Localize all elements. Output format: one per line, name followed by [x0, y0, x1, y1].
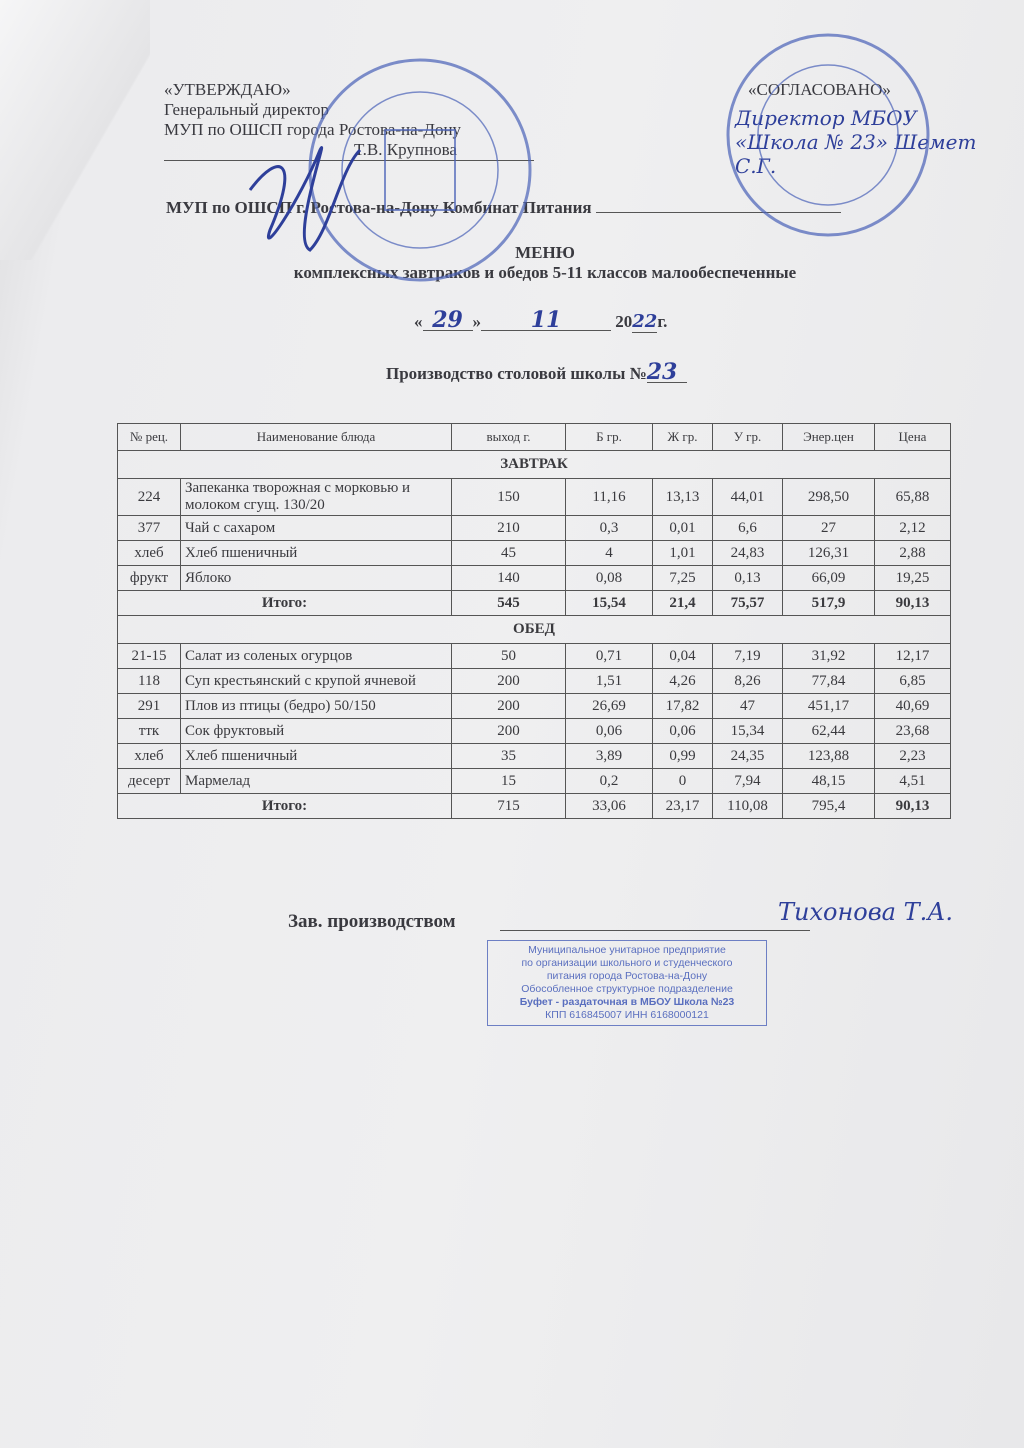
cell: 0,2 — [566, 769, 653, 794]
cell: ттк — [118, 719, 181, 744]
total-label: Итого: — [118, 591, 452, 616]
total-cell: 715 — [452, 794, 566, 819]
column-header: Наименование блюда — [181, 424, 452, 451]
date-line: « 29 » 11 2022г. — [414, 307, 668, 333]
cell: хлеб — [118, 541, 181, 566]
total-cell: 23,17 — [653, 794, 713, 819]
date-month: 11 — [481, 310, 611, 331]
agree-handwritten: Директор МБОУ «Школа № 23» Шемет С.Г. — [735, 106, 977, 178]
cell: 0,99 — [653, 744, 713, 769]
total-label: Итого: — [118, 794, 452, 819]
table-row — [118, 744, 951, 769]
rect-stamp: Муниципальное унитарное предприятие по организации школьного и студенческого питания города Ростова-на-Дону Обособленное структурное подразделение Буфет - раздаточная в МБОУ Школа №23 КПП 616845007 ИНН 6168000121 — [487, 940, 767, 1026]
cell: 11,16 — [566, 479, 653, 516]
org-name: МУП по ОШСП г. Ростова-на-Дону Комбинат Питания — [166, 198, 592, 217]
cell: 19,25 — [875, 566, 951, 591]
cell: 45 — [452, 541, 566, 566]
table-row — [118, 644, 951, 669]
cell: хлеб — [118, 744, 181, 769]
cell: 2,12 — [875, 516, 951, 541]
table-header-row — [118, 424, 951, 451]
cell: 0,06 — [653, 719, 713, 744]
dish-name: Плов из птицы (бедро) 50/150 — [181, 694, 452, 719]
cell: 123,88 — [783, 744, 875, 769]
total-cell: 90,13 — [875, 591, 951, 616]
approve-position: Генеральный директор — [164, 100, 330, 119]
cell: 26,69 — [566, 694, 653, 719]
cell: 0,01 — [653, 516, 713, 541]
cell: 200 — [452, 719, 566, 744]
dish-name: Яблоко — [181, 566, 452, 591]
dish-name: Суп крестьянский с крупой ячневой — [181, 669, 452, 694]
cell: 298,50 — [783, 479, 875, 516]
total-cell: 110,08 — [713, 794, 783, 819]
cell: 0,3 — [566, 516, 653, 541]
dish-name: Запеканка творожная с морковью и молоком сгущ. 130/20 — [181, 479, 452, 516]
column-header: У гр. — [713, 424, 783, 451]
cell: десерт — [118, 769, 181, 794]
column-header: Б гр. — [566, 424, 653, 451]
total-row — [118, 794, 951, 819]
signature-line — [500, 930, 810, 931]
cell: 140 — [452, 566, 566, 591]
cell: 200 — [452, 694, 566, 719]
total-cell: 15,54 — [566, 591, 653, 616]
cell: 8,26 — [713, 669, 783, 694]
cell: 377 — [118, 516, 181, 541]
cell: 7,19 — [713, 644, 783, 669]
total-cell: 33,06 — [566, 794, 653, 819]
dish-name: Салат из соленых огурцов — [181, 644, 452, 669]
column-header: выход г. — [452, 424, 566, 451]
cell: 7,25 — [653, 566, 713, 591]
cell: 0,71 — [566, 644, 653, 669]
cell: 451,17 — [783, 694, 875, 719]
section-title: ОБЕД — [118, 616, 951, 644]
cell: фрукт — [118, 566, 181, 591]
table-row — [118, 669, 951, 694]
cell: 7,94 — [713, 769, 783, 794]
total-cell: 545 — [452, 591, 566, 616]
cell: 0 — [653, 769, 713, 794]
cell: 40,69 — [875, 694, 951, 719]
cell: 24,35 — [713, 744, 783, 769]
cell: 27 — [783, 516, 875, 541]
cell: 17,82 — [653, 694, 713, 719]
section-row-breakfast — [118, 451, 951, 479]
cell: 12,17 — [875, 644, 951, 669]
school-line: Производство столовой школы №23 — [386, 362, 687, 384]
seals-layer — [0, 0, 1024, 320]
cell: 0,06 — [566, 719, 653, 744]
cell: 77,84 — [783, 669, 875, 694]
cell: 2,88 — [875, 541, 951, 566]
doc-subtitle: комплексных завтраков и обедов 5-11 классов малообеспеченные — [293, 263, 797, 282]
round-seal-left — [310, 60, 530, 280]
cell: 44,01 — [713, 479, 783, 516]
table-row — [118, 719, 951, 744]
cell: 15,34 — [713, 719, 783, 744]
cell: 13,13 — [653, 479, 713, 516]
cell: 65,88 — [875, 479, 951, 516]
total-cell: 21,4 — [653, 591, 713, 616]
footer-signature: Тихонова Т.А. — [778, 898, 954, 926]
table-row — [118, 541, 951, 566]
footer-label: Зав. производством — [288, 911, 456, 932]
cell: 24,83 — [713, 541, 783, 566]
cell: 210 — [452, 516, 566, 541]
cell: 1,01 — [653, 541, 713, 566]
cell: 6,6 — [713, 516, 783, 541]
menu-table — [117, 423, 951, 819]
approve-title: «УТВЕРЖДАЮ» — [164, 80, 291, 99]
column-header: Цена — [875, 424, 951, 451]
column-header: № рец. — [118, 424, 181, 451]
signature-left — [250, 148, 360, 250]
date-year: 22 — [632, 311, 658, 332]
dish-name: Мармелад — [181, 769, 452, 794]
cell: 31,92 — [783, 644, 875, 669]
total-cell: 795,4 — [783, 794, 875, 819]
cell: 2,23 — [875, 744, 951, 769]
table-row — [118, 694, 951, 719]
cell: 126,31 — [783, 541, 875, 566]
table-row — [118, 769, 951, 794]
cell: 291 — [118, 694, 181, 719]
section-title: ЗАВТРАК — [118, 451, 951, 479]
cell: 4,26 — [653, 669, 713, 694]
total-cell: 90,13 — [875, 794, 951, 819]
cell: 0,13 — [713, 566, 783, 591]
cell: 47 — [713, 694, 783, 719]
cell: 21-15 — [118, 644, 181, 669]
cell: 48,15 — [783, 769, 875, 794]
cell: 224 — [118, 479, 181, 516]
cell: 23,68 — [875, 719, 951, 744]
column-header: Энер.цен — [783, 424, 875, 451]
cell: 3,89 — [566, 744, 653, 769]
section-row-lunch — [118, 616, 951, 644]
total-cell: 75,57 — [713, 591, 783, 616]
table-row — [118, 479, 951, 516]
cell: 35 — [452, 744, 566, 769]
table-row — [118, 516, 951, 541]
cell: 150 — [452, 479, 566, 516]
cell: 50 — [452, 644, 566, 669]
dish-name: Чай с сахаром — [181, 516, 452, 541]
table-row — [118, 566, 951, 591]
dish-name: Хлеб пшеничный — [181, 744, 452, 769]
cell: 0,08 — [566, 566, 653, 591]
cell: 15 — [452, 769, 566, 794]
doc-title: МЕНЮ — [515, 243, 575, 262]
date-day: 29 — [423, 310, 473, 331]
cell: 62,44 — [783, 719, 875, 744]
total-row — [118, 591, 951, 616]
cell: 4,51 — [875, 769, 951, 794]
round-seal-right — [728, 35, 928, 235]
school-number: 23 — [647, 362, 687, 383]
cell: 118 — [118, 669, 181, 694]
agree-title: «СОГЛАСОВАНО» — [748, 80, 891, 99]
approve-org: МУП по ОШСП города Ростова-на-Дону — [164, 120, 462, 139]
cell: 66,09 — [783, 566, 875, 591]
cell: 1,51 — [566, 669, 653, 694]
dish-name: Сок фруктовый — [181, 719, 452, 744]
approve-name: Т.В. Крупнова — [164, 140, 534, 161]
cell: 200 — [452, 669, 566, 694]
cell: 6,85 — [875, 669, 951, 694]
total-cell: 517,9 — [783, 591, 875, 616]
column-header: Ж гр. — [653, 424, 713, 451]
cell: 4 — [566, 541, 653, 566]
dish-name: Хлеб пшеничный — [181, 541, 452, 566]
cell: 0,04 — [653, 644, 713, 669]
